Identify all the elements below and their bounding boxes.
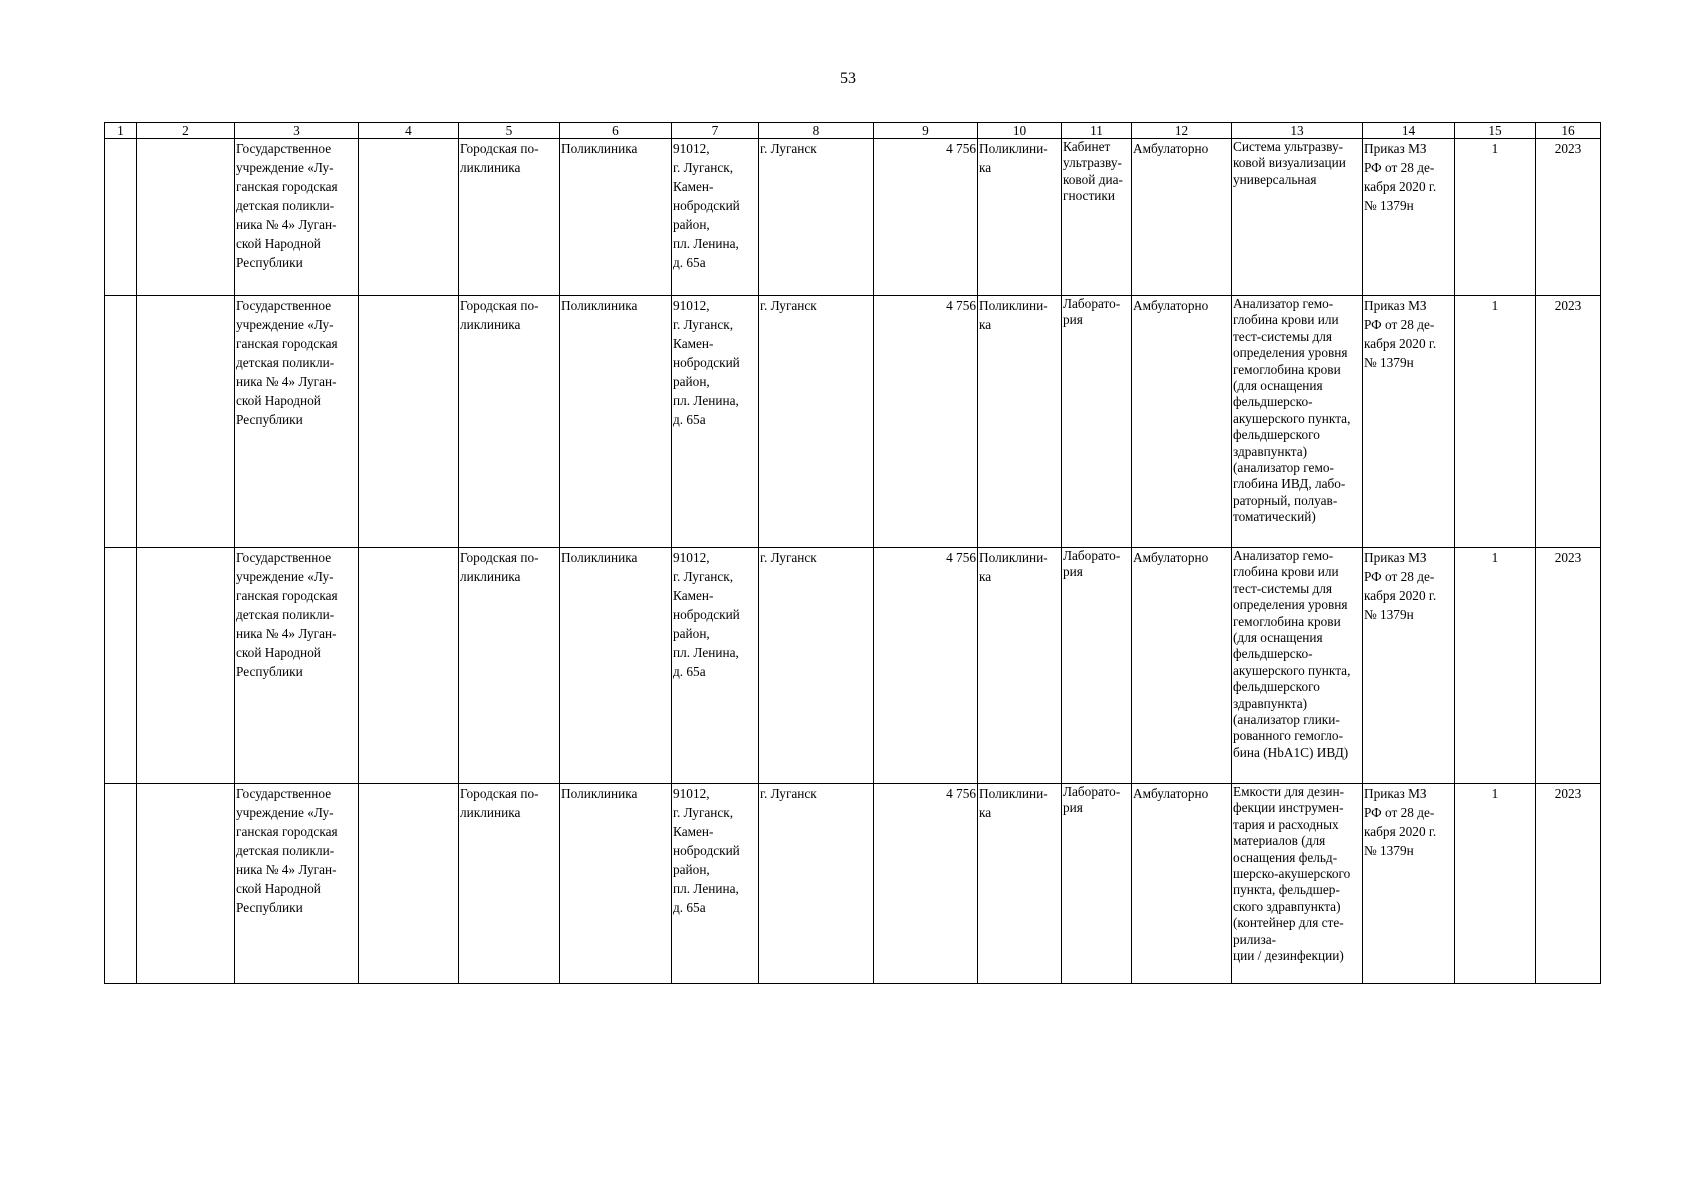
table-cell-col-1	[105, 139, 137, 296]
cell-text: Приказ МЗ РФ от 28 де- кабря 2020 г. № 1379н	[1364, 298, 1437, 370]
table-cell-col-9	[874, 548, 978, 784]
cell-text: Лаборато- рия	[1063, 296, 1121, 328]
cell-text: Анализатор гемо- глобина крови или тест-системы для определения уровня гемоглобина крови (для оснащения фельдшерско- акушерского пункта, фельдшерского здравпункта) (анализатор гемо- глобина ИВД, лабо- раторный, полуав- томатический)	[1233, 296, 1351, 525]
table-cell-col-5	[459, 139, 560, 296]
cell-text: Государственное учреждение «Лу- ганская городская детская поликли- ника № 4» Луган- ской Народной Республики	[236, 141, 338, 270]
table-cell-col-7	[672, 548, 759, 784]
column-number-16: 16	[1536, 123, 1601, 139]
cell-text: Лаборато- рия	[1063, 548, 1121, 580]
cell-text: Поликлини- ка	[979, 298, 1048, 332]
table-cell-col-3	[235, 139, 359, 296]
table-cell-col-1	[105, 548, 137, 784]
cell-text: г. Луганск	[760, 298, 817, 313]
column-number-12: 12	[1132, 123, 1232, 139]
table-cell-col-10	[978, 139, 1062, 296]
cell-text: 2023	[1554, 550, 1582, 565]
table-cell-col-2	[137, 548, 235, 784]
table-cell-col-2	[137, 784, 235, 984]
column-number-1: 1	[105, 123, 137, 139]
table-cell-col-3	[235, 548, 359, 784]
cell-text: Государственное учреждение «Лу- ганская городская детская поликли- ника № 4» Луган- ской Народной Республики	[236, 298, 338, 427]
cell-text: Анализатор гемо- глобина крови или тест-системы для определения уровня гемоглобина крови (для оснащения фельдшерско- акушерского пункта, фельдшерского здравпункта) (анализатор глики- рованного гемогло- бина (HbA1C) ИВД)	[1233, 548, 1351, 760]
table-cell-col-16	[1536, 139, 1601, 296]
table-cell-col-8	[759, 139, 874, 296]
column-number-13: 13	[1232, 123, 1363, 139]
table-cell-col-4	[359, 548, 459, 784]
cell-text: Амбулаторно	[1133, 550, 1209, 565]
page-number: 53	[840, 70, 856, 87]
table-row	[105, 296, 1601, 548]
cell-text: Поликлиника	[561, 550, 638, 565]
table-cell-col-14	[1363, 548, 1455, 784]
column-number-11: 11	[1062, 123, 1132, 139]
column-number-9: 9	[874, 123, 978, 139]
table-cell-col-13	[1232, 548, 1363, 784]
table-cell-col-9	[874, 139, 978, 296]
cell-text: 91012, г. Луганск, Камен- нобродский район, пл. Ленина, д. 65а	[673, 550, 740, 679]
column-number-5: 5	[459, 123, 560, 139]
cell-text: 1	[1491, 786, 1499, 801]
cell-text: г. Луганск	[760, 550, 817, 565]
cell-text: Городская по- ликлиника	[460, 298, 539, 332]
table-cell-col-15	[1455, 548, 1536, 784]
cell-text: Амбулаторно	[1133, 786, 1209, 801]
table-cell-col-11	[1062, 784, 1132, 984]
table-cell-col-13	[1232, 784, 1363, 984]
table-row	[105, 139, 1601, 296]
table-cell-col-7	[672, 296, 759, 548]
table-cell-col-1	[105, 784, 137, 984]
column-number-3: 3	[235, 123, 359, 139]
table-cell-col-13	[1232, 296, 1363, 548]
cell-text: 91012, г. Луганск, Камен- нобродский район, пл. Ленина, д. 65а	[673, 786, 740, 915]
table-cell-col-16	[1536, 548, 1601, 784]
equipment-registry-table	[104, 122, 1601, 984]
table-cell-col-15	[1455, 784, 1536, 984]
cell-text: 4 756	[946, 550, 976, 565]
cell-text: 2023	[1554, 141, 1582, 156]
cell-text: Поликлини- ка	[979, 550, 1048, 584]
table-cell-col-8	[759, 784, 874, 984]
table-cell-col-3	[235, 784, 359, 984]
table-cell-col-11	[1062, 548, 1132, 784]
cell-text: Городская по- ликлиника	[460, 786, 539, 820]
cell-text: Городская по- ликлиника	[460, 141, 539, 175]
column-number-row	[105, 123, 1601, 139]
cell-text: Лаборато- рия	[1063, 784, 1121, 816]
table-cell-col-6	[560, 784, 672, 984]
cell-text: 2023	[1554, 786, 1582, 801]
column-number-10: 10	[978, 123, 1062, 139]
table-cell-col-10	[978, 296, 1062, 548]
cell-text: 91012, г. Луганск, Камен- нобродский район, пл. Ленина, д. 65а	[673, 298, 740, 427]
table-cell-col-11	[1062, 139, 1132, 296]
table-cell-col-10	[978, 548, 1062, 784]
cell-text: Поликлиника	[561, 141, 638, 156]
table-cell-col-2	[137, 139, 235, 296]
table-cell-col-2	[137, 296, 235, 548]
cell-text: Амбулаторно	[1133, 141, 1209, 156]
table-cell-col-6	[560, 548, 672, 784]
table-cell-col-3	[235, 296, 359, 548]
table-cell-col-5	[459, 296, 560, 548]
column-number-4: 4	[359, 123, 459, 139]
table-cell-col-14	[1363, 139, 1455, 296]
cell-text: Кабинет ультразву- ковой диа- гностики	[1063, 139, 1123, 204]
cell-text: Емкости для дезин- фекции инструмен- тария и расходных материалов (для оснащения фельд- шерско-акушерского пункта, фельдшер- ского здравпункта) (контейнер для сте- рилиза- ции / дезинфекции)	[1233, 784, 1351, 964]
cell-text: 1	[1491, 550, 1499, 565]
table-cell-col-13	[1232, 139, 1363, 296]
table-cell-col-14	[1363, 784, 1455, 984]
cell-text: Поликлини- ка	[979, 786, 1048, 820]
table-cell-col-11	[1062, 296, 1132, 548]
column-number-6: 6	[560, 123, 672, 139]
cell-text: 2023	[1554, 298, 1582, 313]
cell-text: Система ультразву- ковой визуализации универсальная	[1233, 139, 1346, 187]
cell-text: Амбулаторно	[1133, 298, 1209, 313]
table-cell-col-7	[672, 139, 759, 296]
cell-text: 91012, г. Луганск, Камен- нобродский район, пл. Ленина, д. 65а	[673, 141, 740, 270]
cell-text: Приказ МЗ РФ от 28 де- кабря 2020 г. № 1379н	[1364, 786, 1437, 858]
column-number-2: 2	[137, 123, 235, 139]
table-cell-col-12	[1132, 784, 1232, 984]
cell-text: 1	[1491, 298, 1499, 313]
table-cell-col-10	[978, 784, 1062, 984]
table-cell-col-4	[359, 296, 459, 548]
cell-text: 4 756	[946, 786, 976, 801]
table-cell-col-6	[560, 296, 672, 548]
table-cell-col-16	[1536, 784, 1601, 984]
table-cell-col-8	[759, 296, 874, 548]
cell-text: Приказ МЗ РФ от 28 де- кабря 2020 г. № 1379н	[1364, 141, 1437, 213]
column-number-14: 14	[1363, 123, 1455, 139]
cell-text: Поликлиника	[561, 298, 638, 313]
cell-text: Городская по- ликлиника	[460, 550, 539, 584]
table-cell-col-15	[1455, 296, 1536, 548]
table-cell-col-6	[560, 139, 672, 296]
table-cell-col-9	[874, 296, 978, 548]
table-cell-col-8	[759, 548, 874, 784]
table-cell-col-4	[359, 139, 459, 296]
cell-text: 4 756	[946, 141, 976, 156]
table-cell-col-9	[874, 784, 978, 984]
cell-text: Государственное учреждение «Лу- ганская городская детская поликли- ника № 4» Луган- ской Народной Республики	[236, 786, 338, 915]
cell-text: г. Луганск	[760, 786, 817, 801]
table-cell-col-12	[1132, 139, 1232, 296]
table-cell-col-16	[1536, 296, 1601, 548]
cell-text: 4 756	[946, 298, 976, 313]
table-cell-col-14	[1363, 296, 1455, 548]
cell-text: г. Луганск	[760, 141, 817, 156]
column-number-8: 8	[759, 123, 874, 139]
table-cell-col-1	[105, 296, 137, 548]
table-cell-col-15	[1455, 139, 1536, 296]
cell-text: Приказ МЗ РФ от 28 де- кабря 2020 г. № 1379н	[1364, 550, 1437, 622]
column-number-7: 7	[672, 123, 759, 139]
table-cell-col-7	[672, 784, 759, 984]
table-cell-col-5	[459, 784, 560, 984]
cell-text: Поликлиника	[561, 786, 638, 801]
cell-text: 1	[1491, 141, 1499, 156]
table-cell-col-5	[459, 548, 560, 784]
cell-text: Государственное учреждение «Лу- ганская городская детская поликли- ника № 4» Луган- ской Народной Республики	[236, 550, 338, 679]
table-cell-col-4	[359, 784, 459, 984]
column-number-15: 15	[1455, 123, 1536, 139]
cell-text: Поликлини- ка	[979, 141, 1048, 175]
table-cell-col-12	[1132, 296, 1232, 548]
table-cell-col-12	[1132, 548, 1232, 784]
table-row	[105, 548, 1601, 784]
table-row	[105, 784, 1601, 984]
